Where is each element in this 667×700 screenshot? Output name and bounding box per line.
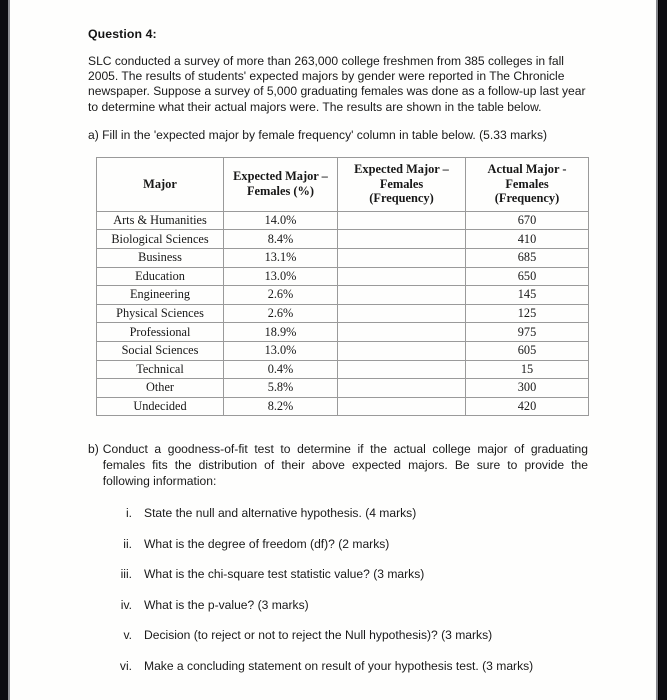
table-row	[97, 304, 589, 323]
part-b-prompt: Conduct a goodness-of-fit test to determine if the actual college major of graduating females fits the distribution of their above expected majors. Be sure to provide the following information:	[102, 442, 588, 488]
cell-actual-frequency: 605	[466, 341, 589, 360]
cell-expected-frequency[interactable]	[338, 341, 466, 360]
cell-expected-frequency[interactable]	[338, 397, 466, 416]
cell-expected-percent: 8.4%	[224, 230, 338, 249]
cell-major: Technical	[97, 360, 224, 379]
cell-actual-frequency: 15	[466, 360, 589, 379]
sub-question-text: What is the chi-square test statistic value? (3 marks)	[144, 567, 425, 582]
sub-question-numeral: iii.	[120, 567, 132, 582]
cell-expected-percent: 2.6%	[224, 286, 338, 305]
header-line: Females	[379, 176, 424, 191]
table-header	[97, 158, 589, 212]
scan-edge-left	[0, 0, 8, 700]
table-row	[97, 323, 589, 342]
table-row	[97, 230, 589, 249]
cell-actual-frequency: 975	[466, 323, 589, 342]
cell-expected-frequency[interactable]	[338, 304, 466, 323]
cell-actual-frequency: 420	[466, 397, 589, 416]
cell-actual-frequency: 125	[466, 304, 589, 323]
majors-table-wrapper	[96, 157, 588, 416]
table-row	[97, 267, 589, 286]
sub-question-numeral: i.	[125, 506, 132, 521]
header-line: (Frequency)	[369, 191, 434, 206]
part-a-prompt: a) Fill in the 'expected major by female frequency' column in table below. (5.33 marks)	[88, 127, 548, 142]
sub-question-numeral: v.	[123, 628, 132, 643]
column-header-actual-frequency	[466, 158, 589, 212]
column-header-major	[97, 158, 224, 212]
table-body	[97, 211, 589, 416]
table-row	[97, 211, 589, 230]
cell-expected-frequency[interactable]	[338, 230, 466, 249]
majors-table	[96, 157, 589, 416]
cell-expected-frequency[interactable]	[338, 286, 466, 305]
cell-expected-percent: 2.6%	[224, 304, 338, 323]
cell-expected-percent: 8.2%	[224, 397, 338, 416]
sub-question-numeral: vi.	[119, 658, 132, 673]
cell-expected-frequency[interactable]	[338, 248, 466, 267]
sub-question-item	[110, 506, 590, 521]
cell-expected-percent: 18.9%	[224, 323, 338, 342]
header-line: Expected Major –	[354, 162, 449, 177]
cell-actual-frequency: 145	[466, 286, 589, 305]
column-header-expected-percent	[224, 158, 338, 212]
cell-expected-percent: 13.0%	[224, 267, 338, 286]
column-header-expected-frequency	[338, 158, 466, 212]
header-line: (Frequency)	[494, 191, 560, 206]
cell-major: Business	[97, 248, 224, 267]
table-header-row	[97, 158, 589, 212]
cell-actual-frequency: 410	[466, 230, 589, 249]
cell-major: Undecided	[97, 397, 224, 416]
cell-expected-frequency[interactable]	[338, 323, 466, 342]
cell-expected-percent: 13.0%	[224, 341, 338, 360]
sub-question-numeral: ii.	[123, 536, 132, 551]
header-line: Females (%)	[246, 183, 315, 198]
sub-question-item	[110, 628, 590, 643]
cell-expected-frequency[interactable]	[338, 267, 466, 286]
sub-question-list	[110, 506, 590, 674]
header-line: Actual Major -	[487, 162, 567, 177]
table-row	[97, 248, 589, 267]
cell-major: Professional	[97, 323, 224, 342]
document-content	[88, 27, 590, 689]
cell-major: Engineering	[97, 286, 224, 305]
cell-expected-percent: 14.0%	[224, 211, 338, 230]
scan-edge-right	[659, 0, 667, 700]
sub-question-item	[110, 537, 590, 552]
header-line: Expected Major –	[233, 169, 328, 184]
cell-major: Other	[97, 379, 224, 398]
cell-expected-percent: 5.8%	[224, 379, 338, 398]
cell-major: Social Sciences	[97, 341, 224, 360]
document-page	[10, 0, 656, 700]
sub-question-text: State the null and alternative hypothesis. (4 marks)	[144, 506, 417, 521]
table-row	[97, 286, 589, 305]
table-row	[97, 379, 589, 398]
header-line: Females	[505, 176, 549, 191]
sub-question-item	[110, 659, 590, 674]
cell-expected-frequency[interactable]	[338, 379, 466, 398]
sub-question-text: Make a concluding statement on result of your hypothesis test. (3 marks)	[144, 658, 534, 673]
cell-expected-percent: 0.4%	[224, 360, 338, 379]
question-title: Question 4:	[88, 27, 157, 41]
cell-actual-frequency: 300	[466, 379, 589, 398]
intro-paragraph: SLC conducted a survey of more than 263,000 college freshmen from 385 colleges in fall 2005. The results of students' expected majors by gender were reported in The Chronicle newspaper. Suppose a survey of 5,000 graduating females was done as a follow-up last year to determine what their actual majors were. The results are shown in the table below.	[88, 54, 586, 114]
cell-actual-frequency: 650	[466, 267, 589, 286]
cell-major: Physical Sciences	[97, 304, 224, 323]
table-row	[97, 397, 589, 416]
cell-expected-percent: 13.1%	[224, 248, 338, 267]
sub-question-numeral: iv.	[120, 597, 132, 612]
cell-actual-frequency: 685	[466, 248, 589, 267]
cell-actual-frequency: 670	[466, 211, 589, 230]
table-row	[97, 360, 589, 379]
cell-major: Education	[97, 267, 224, 286]
scan-edge-right-line	[656, 0, 658, 700]
sub-question-text: What is the p-value? (3 marks)	[144, 597, 309, 612]
sub-question-text: What is the degree of freedom (df)? (2 marks)	[144, 536, 390, 551]
table-row	[97, 341, 589, 360]
cell-major: Arts & Humanities	[97, 211, 224, 230]
part-b-block	[88, 442, 588, 489]
sub-question-item	[110, 598, 590, 613]
cell-expected-frequency[interactable]	[338, 211, 466, 230]
header-line: Major	[143, 176, 177, 191]
sub-question-text: Decision (to reject or not to reject the Null hypothesis)? (3 marks)	[144, 628, 493, 643]
cell-major: Biological Sciences	[97, 230, 224, 249]
cell-expected-frequency[interactable]	[338, 360, 466, 379]
part-b-marker: b)	[88, 442, 99, 457]
sub-question-item	[110, 567, 590, 582]
